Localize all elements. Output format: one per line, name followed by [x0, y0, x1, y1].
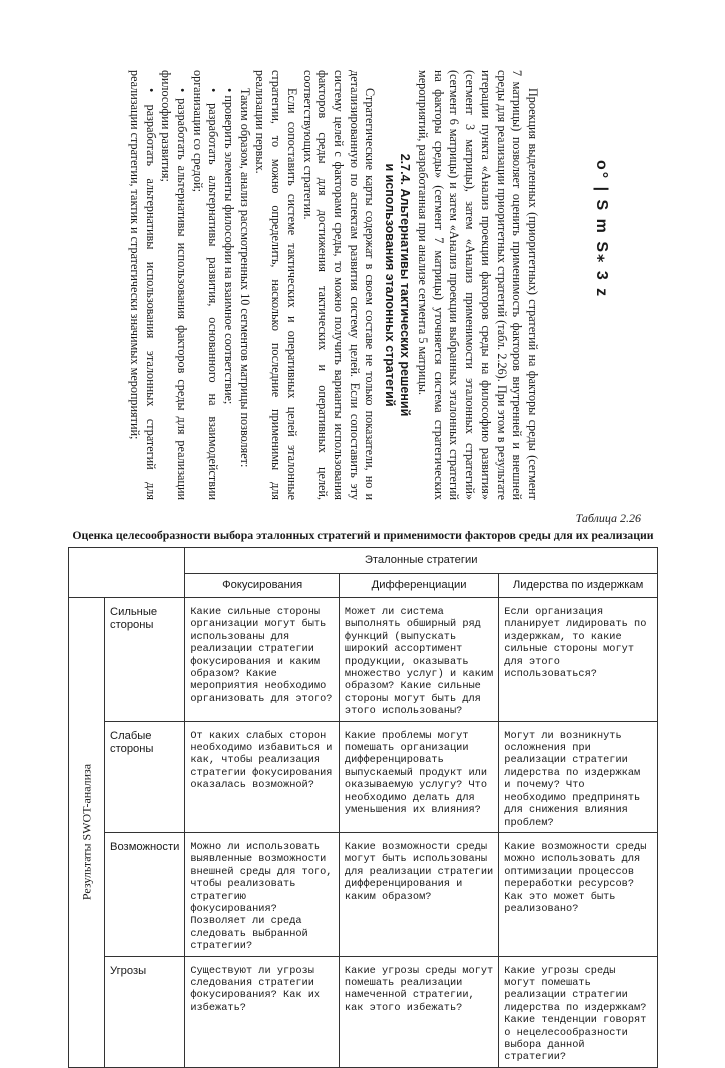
- table-cell: Какие возможности среды могут быть использованы для реализации стратегии дифференцирования и каким образом?: [339, 832, 498, 956]
- paragraph-4: Таким образом, анализ рассмотренных 10 сегментов матрицы позволяет:: [237, 88, 252, 468]
- table-cell: Какие сильные стороны организации могут быть использованы для реализации стратегии фокусирования и каким образом? Какие мероприятия необходимо организовать для этого?: [185, 598, 340, 722]
- paragraph-3: Если сопоставить системе тактических и оперативных целей эталонные стратегии, то можно определить, насколько последние применимы для реализации первых.: [253, 70, 299, 500]
- section-heading-line-1: 2.7.4. Альтернативы тактических решений: [398, 153, 413, 417]
- column-header-differentiation: Дифференциации: [339, 574, 498, 598]
- row-label: Сильные стороны: [105, 598, 185, 722]
- column-header-focus: Фокусирования: [185, 574, 340, 598]
- paragraph-2: Стратегические карты содержат в своем составе не только показатели, но и детализированную по аспектам развития систему целей. Если сопоставить эту систему целей с факторами среды, то можно получить варианты использования факторов среды для достижения тактических и оперативных целей, соответствующих стратегии.: [300, 70, 378, 500]
- table-cell: От каких слабых сторон необходимо избавиться и как, чтобы реализация стратегии фокусирования оказалась возможной?: [185, 721, 340, 832]
- table-cell: Какие угрозы среды могут помешать реализации стратегии лидерства по издержкам? Какие тенденции говорят о нецелесообразности выбора данной стратегии?: [499, 956, 658, 1067]
- section-heading-line-2: и использования эталонных стратегий: [382, 163, 397, 407]
- row-label: Угрозы: [105, 956, 185, 1067]
- table-cell: Могут ли возникнуть осложнения при реализации стратегии лидерства по издержкам и почему? Что необходимо предпринять для снижения влияния проблем?: [499, 721, 658, 832]
- row-label: Слабые стороны: [105, 721, 185, 832]
- swot-label-cell: [69, 598, 105, 1068]
- table-cell: Какие возможности среды можно использовать для оптимизации процессов переработки ресурсов? Как это может быть реализовано?: [499, 832, 658, 956]
- table-number: Таблица 2.26: [575, 511, 641, 525]
- group-header: Эталонные стратегии: [185, 548, 658, 574]
- table-cell: Существуют ли угрозы следования стратегии фокусирования? Как их избежать?: [185, 956, 340, 1067]
- table-header-row-1: [69, 548, 658, 574]
- strategy-table: [68, 547, 658, 1068]
- swot-label: Результаты SWOT-анализа: [79, 764, 93, 901]
- table-row: [69, 721, 658, 832]
- bullet-4: • разработать альтернативы использования эталонных стратегий для реализации стратегии, тактик и стратегически значимых мероприятий;: [127, 70, 158, 500]
- table-cell: Если организация планирует лидировать по издержкам, то какие сильные стороны могут для этого использоваться?: [499, 598, 658, 722]
- table-cell: Какие угрозы среды могут помешать реализации намеченной стратегии, как этого избежать?: [339, 956, 498, 1067]
- bullet-2: • разработать альтернативы развития, основанного на взаимодействии организации со средой;: [190, 70, 221, 500]
- table-row: [69, 956, 658, 1067]
- column-header-cost-leadership: Лидерства по издержкам: [499, 574, 658, 598]
- table-cell: Может ли система выполнять обширный ряд функций (выпускать широкий ассортимент продукции, оказывать множество услуг) и каким образом? Какие сильные стороны могут быть для этого использованы?: [339, 598, 498, 722]
- garbled-fragment: o° | S m S⁎ 3 z: [593, 160, 610, 299]
- table-corner-cell: [69, 548, 185, 598]
- table-cell: Можно ли использовать выявленные возможности внешней среды для того, чтобы реализовать стратегию фокусирования? Позволяет ли среда следовать выбранной стратегии?: [185, 832, 340, 956]
- table-cell: Какие проблемы могут помешать организации дифференцировать выпускаемый продукт или оказываемую услугу? Что необходимо делать для уменьшения их влияния?: [339, 721, 498, 832]
- bullet-3: • разработать альтернативы использования факторов среды для реализации философии развития;: [159, 70, 189, 500]
- row-label: Возможности: [105, 832, 185, 956]
- paragraph-1: Проекция выделенных (приоритетных) стратегий на факторы среды (сегмент 7 матрицы) позволяет оценить применимость факторов внутренней и внешней среды для реализации приоритетных стратегий (табл. 2.26). При этом в результате итерации пункта «Анализ проекции факторов среды на философию развития» (сегмент 3 матрицы), затем «Анализ применимости эталонных стратегий» (сегмент 6 матрицы) и затем «Анализ проекции выбранных эталонных стратегий на факторы среды» (сегмент 7 матрицы) уточняется система стратегических мероприятий, разработанная при анализе сегмента 5 матрицы.: [416, 70, 540, 500]
- table-row: [69, 832, 658, 956]
- table-row: [69, 598, 658, 722]
- table-title: Оценка целесообразности выбора эталонных стратегий и применимости факторов среды для их реализации: [72, 528, 654, 542]
- bullet-1: • проверить элементы философии на взаимное соответствие;: [222, 88, 237, 405]
- rotated-text-block: [126, 70, 540, 500]
